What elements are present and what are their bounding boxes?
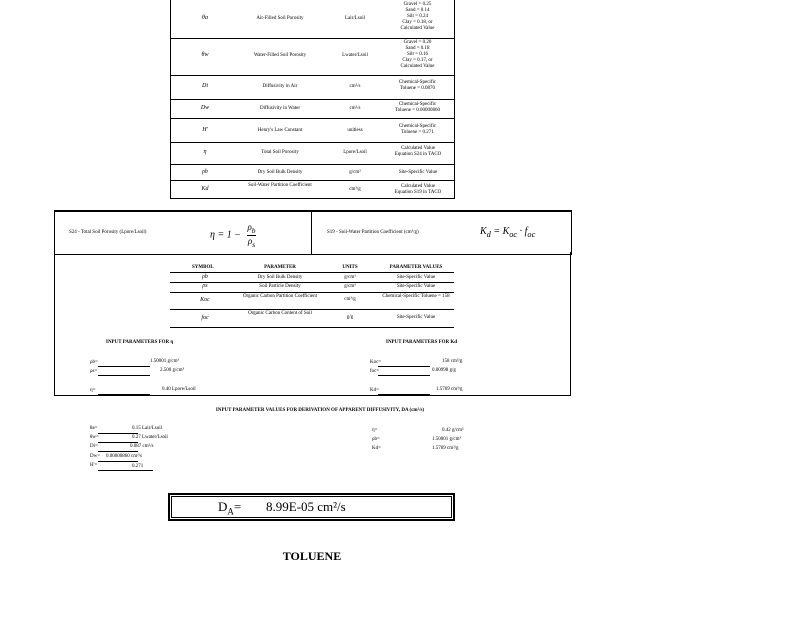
param-units: g/cm³ (344, 284, 356, 289)
row-symbol: Kd (201, 186, 209, 192)
input-label: Dw= (90, 454, 101, 459)
input-value: 1.50001 g/cm³ (432, 437, 461, 442)
param-table (170, 263, 454, 329)
inputs-kd (370, 340, 570, 395)
param-value: Site-Specific Value (396, 315, 436, 320)
input-label: ρb= (90, 360, 98, 365)
param-symbol: ρb (202, 274, 208, 280)
input-value: 0.00998 g/g (432, 368, 456, 373)
param-value: Site-Specific Value (396, 284, 436, 289)
header-parameter: PARAMETER (264, 265, 296, 270)
input-value: 0.40 Lpore/Lsoil (162, 387, 196, 392)
row-parameter: Diffusivity in Air (262, 84, 298, 89)
row-symbol: H' (202, 127, 208, 133)
row-parameter: Henry's Law Constant (257, 128, 303, 133)
input-value: 158 cm³/g (442, 359, 463, 364)
param-name: Dry Soil Bulk Density (257, 275, 303, 280)
equation-right-label: S19 - Soil-Water Partition Coefficient (cm³/g) (327, 230, 419, 235)
param-value: Site-Specific Value (396, 275, 436, 280)
input-value: 0.27 Lwater/Lsoil (132, 435, 168, 440)
inputs-eta (90, 340, 290, 395)
equation-right-formula: $K_d = K_{oc} \cdot f_{oc}$ (480, 226, 536, 239)
equation-band (54, 210, 572, 255)
param-name: Organic Carbon Partition Coefficient (242, 294, 318, 299)
param-name: Soil Particle Density (259, 284, 301, 289)
row-parameter: Total Soil Porosity (261, 150, 299, 155)
param-units: cm³/g (344, 297, 356, 302)
row-parameter: Air-Filled Soil Porosity (256, 16, 304, 21)
row-values: Calculated Value Equation S24 in TACO (394, 146, 442, 157)
input-value: 0.42 g/cm³ (442, 428, 464, 433)
header-values: PARAMETER VALUES (389, 265, 443, 270)
row-units: Lair/Lsoil (345, 16, 365, 21)
row-units: Lpore/Lsoil (343, 150, 367, 155)
row-values: Chemical-Specific Toluene = 0.00000860 (394, 102, 441, 113)
result-box (168, 493, 455, 521)
input-value: 0.00000860 cm²/s (106, 454, 142, 459)
inputs-kd-title: INPUT PARAMETERS FOR Kd (386, 340, 458, 345)
input-value: 0.15 Lair/Lsoil (132, 426, 162, 431)
equation-left-label: S24 - Total Soil Porosity (Lpore/Lsoil) (69, 230, 147, 235)
row-symbol: θw (201, 52, 209, 58)
row-values: Calculated Value Equation S19 in TACO (394, 184, 442, 195)
input-value: 1.5769 cm³/g (436, 387, 463, 392)
input-value: 0.271 (132, 464, 144, 469)
row-units: cm³/g (349, 187, 361, 192)
input-label: Kd= (372, 446, 381, 451)
row-values: Chemical-Specific Toluene = 0.0870 (398, 80, 437, 91)
apparent-right (372, 424, 512, 454)
apparent-left (90, 424, 210, 476)
input-label: Kd= (370, 388, 379, 393)
row-values: Gravel = 0.25 Sand = 0.14 Silt = 0.24 Clay = 0.18, or Calculated Value (400, 2, 435, 31)
row-symbol: Di (202, 83, 208, 89)
row-units: Lwater/Lsoil (342, 53, 368, 58)
input-label: η= (90, 388, 96, 393)
row-values: Gravel = 0.20 Sand = 0.18 Silt = 0.16 Clay = 0.17, or Calculated Value (400, 40, 435, 69)
row-parameter: Dry Soil Bulk Density (257, 170, 303, 175)
row-values: Site-Specific Value (398, 170, 438, 175)
row-symbol: θa (202, 15, 208, 21)
row-symbol: Dw (200, 105, 210, 111)
chemical-name: TOLUENE (282, 549, 342, 563)
input-label: H'= (90, 463, 98, 468)
result-value: 8.99E-05 cm²/s (266, 499, 346, 514)
param-symbol: foc (201, 315, 209, 321)
param-units: g/cm³ (344, 275, 356, 280)
param-value: Chemical-Specific Toluene = 158 (382, 294, 450, 299)
param-units: g/g (346, 315, 354, 320)
input-label: foc= (370, 369, 380, 374)
row-parameter: Water-Filled Soil Porosity (253, 53, 307, 58)
param-symbol: Koc (200, 297, 210, 303)
top-table (170, 0, 454, 199)
row-units: cm²/s (349, 106, 361, 111)
input-label: Di= (90, 444, 98, 449)
inputs-eta-title: INPUT PARAMETERS FOR η (106, 340, 174, 345)
input-label: ρb= (372, 437, 380, 442)
param-symbol: ρs (202, 283, 208, 289)
apparent-title: INPUT PARAMETER VALUES FOR DERIVATION OF APPARENT DIFFUSIVITY, DA (cm²/s) (215, 408, 425, 413)
row-values: Chemical-Specific Toluene = 0.271 (398, 124, 437, 135)
row-units: unitless (347, 128, 363, 133)
row-symbol: ρb (202, 169, 208, 175)
input-label: θw= (90, 435, 99, 440)
input-value: 0.087 cm²/s (130, 444, 154, 449)
result-label: $D_A=$ (218, 499, 242, 517)
input-value: 1.50001 g/cm³ (150, 359, 179, 364)
row-units: g/cm³ (349, 170, 361, 175)
param-name: Organic Carbon Content of Soil (248, 311, 312, 316)
input-label: θa= (90, 426, 98, 431)
input-value: 2.500 g/cm³ (160, 368, 184, 373)
input-value: 1.5769 cm³/g (432, 446, 459, 451)
equation-left-formula: η = 1 − $\frac{\rho_b}{\rho_s}$ (210, 222, 256, 249)
input-label: ρs= (90, 369, 98, 374)
input-label: Koc= (370, 360, 382, 365)
row-parameter: Diffusivity in Water (260, 106, 300, 111)
row-symbol: η (203, 149, 207, 155)
row-units: cm²/s (349, 84, 361, 89)
input-label: η= (372, 428, 378, 433)
row-parameter: Soil-Water Partition Coefficient (248, 183, 312, 188)
header-units: UNITS (342, 265, 358, 270)
header-symbol: SYMBOL (192, 265, 214, 270)
